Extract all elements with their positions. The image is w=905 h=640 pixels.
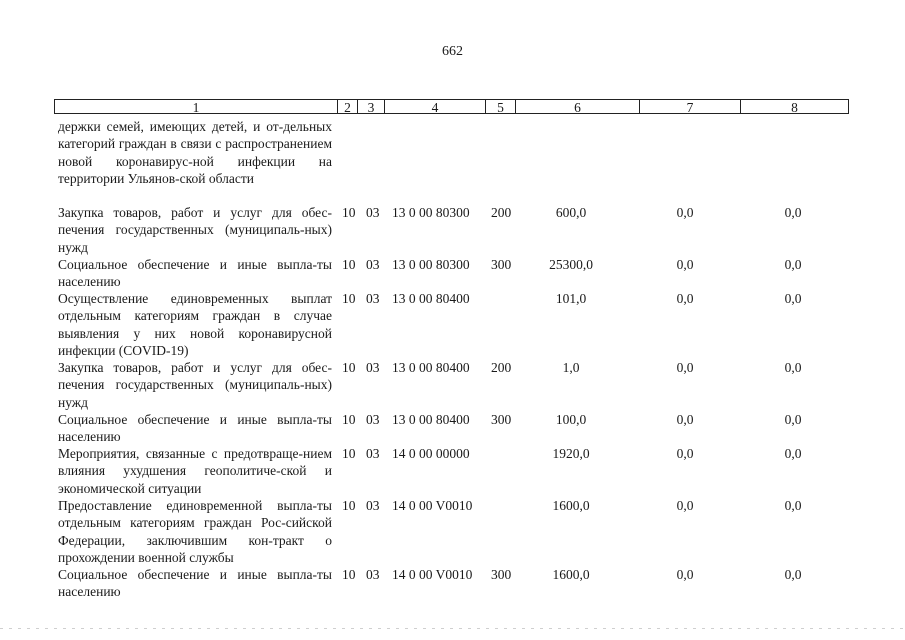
row-target-code: 14 0 00 V0010 (392, 498, 473, 513)
scan-artifact-line (0, 628, 905, 629)
row-expense-type: 300 (491, 257, 512, 272)
row-description: Мероприятия, связанные с предотвраще-нием влияния ухудшения геополитиче-ской и экономической ситуации (58, 446, 332, 496)
row-amount-7: 0,0 (676, 360, 694, 375)
row-description: Социальное обеспечение и иные выпла-ты населению (58, 567, 332, 600)
row-subsection: 03 (366, 360, 380, 375)
row-subsection: 03 (366, 446, 380, 461)
header-cell-7: 7 (639, 99, 741, 114)
row-description: Социальное обеспечение и иные выпла-ты населению (58, 257, 332, 290)
row-amount-7: 0,0 (676, 412, 694, 427)
row-section: 10 (342, 257, 356, 272)
row-subsection: 03 (366, 291, 380, 306)
row-amount-8: 0,0 (784, 205, 802, 220)
row-amount-7: 0,0 (676, 498, 694, 513)
row-amount-8: 0,0 (784, 291, 802, 306)
row-expense-type: 200 (491, 360, 512, 375)
row-target-code: 14 0 00 00000 (392, 446, 470, 461)
row-amount-6: 100,0 (555, 412, 587, 427)
row-target-code: 13 0 00 80400 (392, 360, 470, 375)
header-cell-3: 3 (357, 99, 385, 114)
header-cell-4: 4 (384, 99, 486, 114)
row-subsection: 03 (366, 567, 380, 582)
row-subsection: 03 (366, 412, 380, 427)
row-amount-6: 1600,0 (552, 498, 590, 513)
row-amount-8: 0,0 (784, 412, 802, 427)
header-cell-1: 1 (54, 99, 338, 114)
row-amount-7: 0,0 (676, 446, 694, 461)
row-amount-7: 0,0 (676, 257, 694, 272)
row-amount-6: 25300,0 (549, 257, 593, 272)
row-section: 10 (342, 412, 356, 427)
row-amount-6: 1,0 (562, 360, 580, 375)
row-expense-type: 300 (491, 412, 512, 427)
row-description: держки семей, имеющих детей, и от-дельных категорий граждан в связи с распространением новой коронавирус-ной инфекции на территории Ульянов-ской области (58, 119, 332, 186)
row-amount-8: 0,0 (784, 360, 802, 375)
row-amount-6: 600,0 (555, 205, 587, 220)
row-section: 10 (342, 446, 356, 461)
row-amount-8: 0,0 (784, 498, 802, 513)
row-section: 10 (342, 291, 356, 306)
row-target-code: 13 0 00 80400 (392, 412, 470, 427)
row-section: 10 (342, 498, 356, 513)
header-cell-5: 5 (485, 99, 516, 114)
row-section: 10 (342, 205, 356, 220)
row-description: Социальное обеспечение и иные выпла-ты населению (58, 412, 332, 445)
header-cell-2: 2 (337, 99, 358, 114)
row-description: Осуществление единовременных выплат отдельным категориям граждан в случае выявления у них новой коронавирусной инфекции (COVID-19) (58, 291, 332, 358)
row-amount-8: 0,0 (784, 446, 802, 461)
row-expense-type: 300 (491, 567, 512, 582)
row-amount-6: 1920,0 (552, 446, 590, 461)
row-amount-6: 101,0 (555, 291, 587, 306)
row-target-code: 13 0 00 80300 (392, 205, 470, 220)
page-number: 662 (442, 44, 463, 59)
row-description: Предоставление единовременной выпла-ты отдельным категориям граждан Рос-сийской Федерации, заключившим кон-тракт о прохождении военной службы (58, 498, 332, 565)
row-amount-7: 0,0 (676, 567, 694, 582)
row-target-code: 13 0 00 80400 (392, 291, 470, 306)
row-target-code: 14 0 00 V0010 (392, 567, 473, 582)
row-section: 10 (342, 360, 356, 375)
table-header (54, 99, 849, 116)
row-subsection: 03 (366, 205, 380, 220)
row-amount-6: 1600,0 (552, 567, 590, 582)
row-amount-8: 0,0 (784, 257, 802, 272)
row-expense-type: 200 (491, 205, 512, 220)
row-amount-7: 0,0 (676, 291, 694, 306)
header-cell-8: 8 (740, 99, 849, 114)
row-subsection: 03 (366, 498, 380, 513)
row-description: Закупка товаров, работ и услуг для обес-печения государственных (муниципаль-ных) нужд (58, 360, 332, 410)
row-amount-7: 0,0 (676, 205, 694, 220)
row-description: Закупка товаров, работ и услуг для обес-печения государственных (муниципаль-ных) нужд (58, 205, 332, 255)
row-target-code: 13 0 00 80300 (392, 257, 470, 272)
header-cell-6: 6 (515, 99, 640, 114)
row-subsection: 03 (366, 257, 380, 272)
row-section: 10 (342, 567, 356, 582)
row-amount-8: 0,0 (784, 567, 802, 582)
